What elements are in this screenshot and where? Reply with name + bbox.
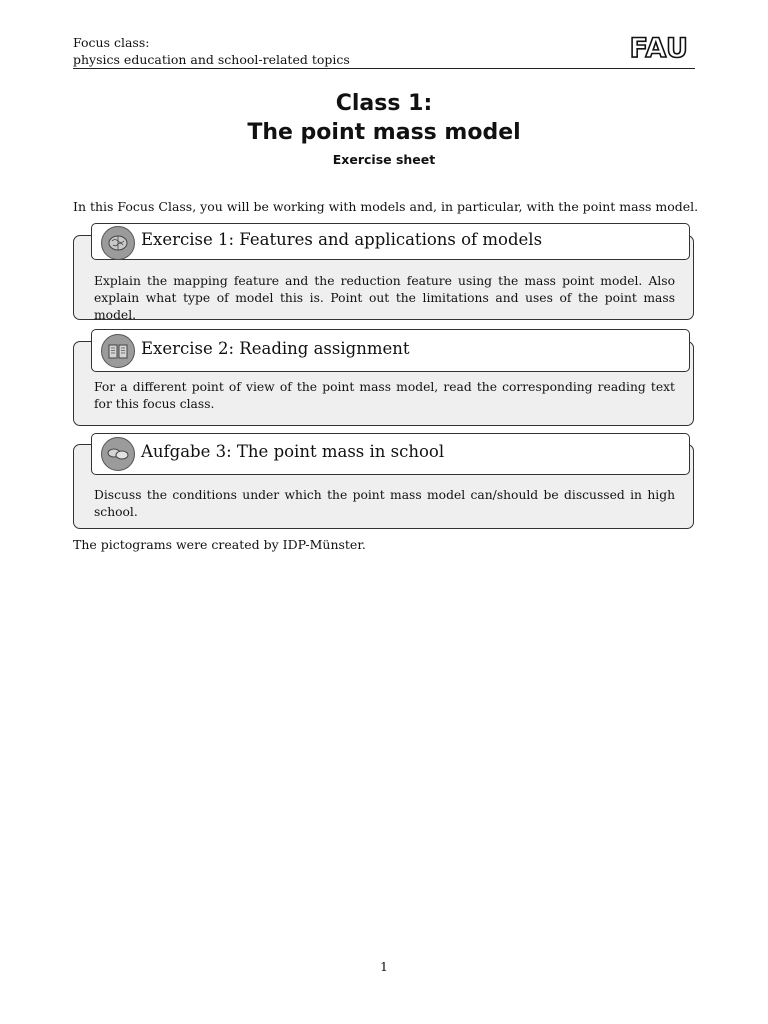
exercise-box-1 (73, 223, 694, 320)
exercise-text-1: Explain the mapping feature and the reduction feature using the mass point model. Also explain what type of model this is. Point out the limitations and uses of the point mass model. (94, 274, 675, 322)
page-header (73, 34, 694, 70)
exercise-box-3 (73, 433, 694, 529)
exercise-title-3: Aufgabe 3: The point mass in school (141, 442, 445, 461)
book-icon (101, 334, 135, 368)
exercise-header-1 (91, 223, 690, 260)
exercise-title-1: Exercise 1: Features and applications of models (141, 230, 543, 249)
header-divider (73, 68, 695, 69)
class-title: Class 1: (335, 91, 433, 116)
exercise-text-3: Discuss the conditions under which the point mass model can/should be discussed in high school. (94, 488, 675, 519)
discussion-icon (101, 437, 135, 471)
exercise-header-3 (91, 433, 690, 475)
fau-logo (626, 34, 692, 62)
exercise-box-2 (73, 329, 694, 426)
fau-logo-text: FAU (629, 34, 689, 62)
exercise-header-2 (91, 329, 690, 372)
exercise-title-2: Exercise 2: Reading assignment (141, 339, 410, 358)
pictogram-credit: The pictograms were created by IDP-Münster. (73, 537, 366, 552)
page-number: 1 (380, 959, 388, 974)
sheet-type-label: Exercise sheet (332, 152, 436, 167)
intro-paragraph: In this Focus Class, you will be working with models and, in particular, with the point mass model. (73, 199, 699, 214)
header-course-topic: physics education and school-related topics (73, 52, 350, 67)
header-course-label: Focus class: (73, 35, 150, 50)
class-subject-title: The point mass model (247, 120, 521, 145)
brain-icon (101, 226, 135, 260)
exercise-text-2: For a different point of view of the point mass model, read the corresponding reading text for this focus class. (94, 380, 675, 411)
